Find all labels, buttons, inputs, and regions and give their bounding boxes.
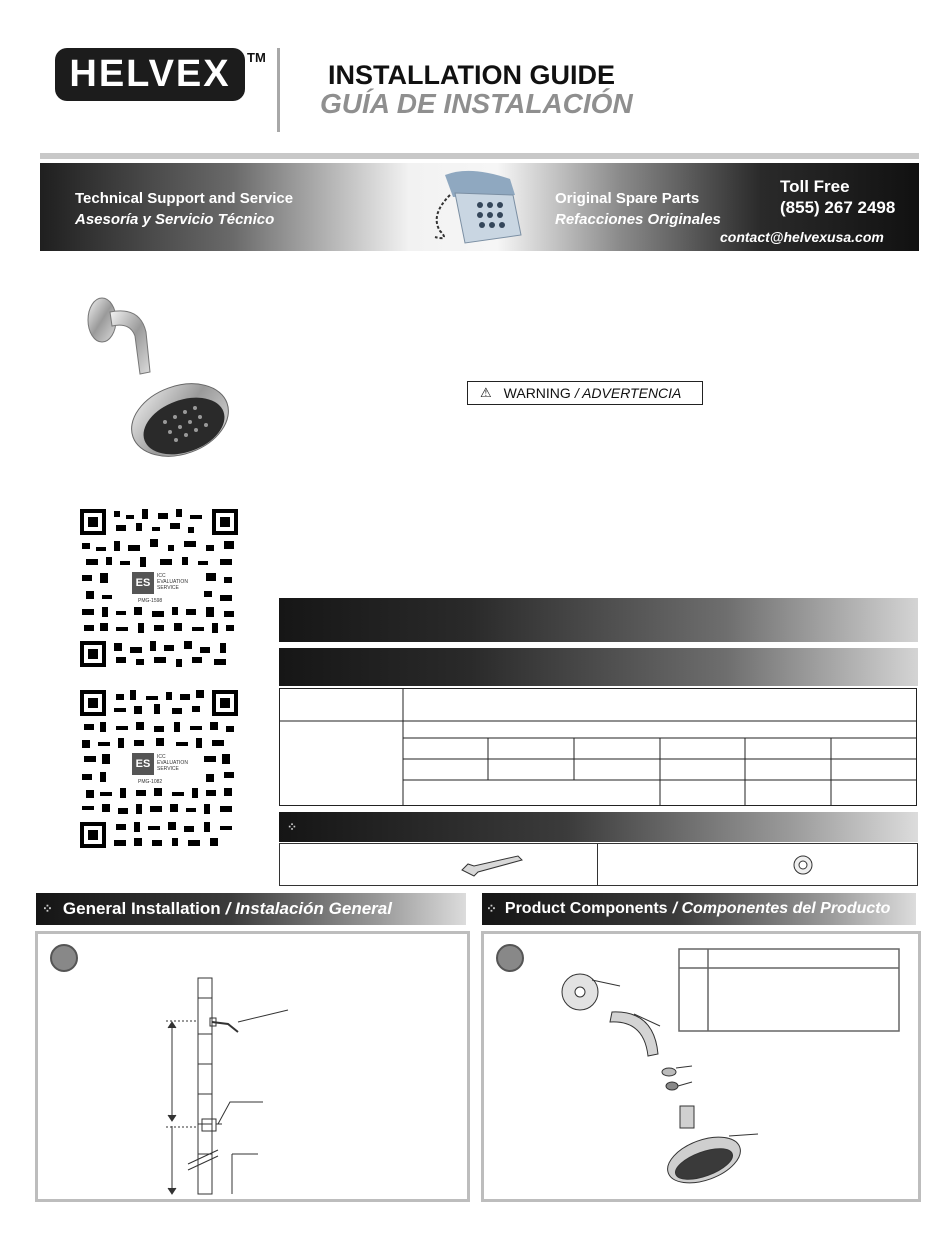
qr-code-2[interactable] [80,690,238,848]
support-heading-en: Technical Support and Service [75,190,294,207]
step-number-circle [50,944,78,972]
product-components-header [482,893,916,925]
tools-header-bar [279,812,918,842]
tool-cell-tape [597,843,918,886]
section-title-es: / Componentes del Producto [672,900,891,917]
parts-heading-es: Refacciones Originales [555,211,721,228]
helvex-logo [55,48,245,101]
icc-es-label: ICC EVALUATION SERVICE [157,754,188,772]
header-divider [277,48,280,132]
page-title-english: INSTALLATION GUIDE [328,60,615,90]
warning-box [467,381,703,405]
sealing-tape-icon [791,852,817,878]
shower-head-image [80,292,230,460]
qr-code-id: PMG-1082 [138,779,163,785]
section-title-en: Product Components [504,900,668,917]
exploded-components-diagram [544,964,764,1194]
parts-heading-en: Original Spare Parts [555,190,700,207]
warning-label-en: WARNING [503,385,571,401]
phone-number: (855) 267 2498 [780,198,896,217]
general-installation-header [36,893,466,925]
support-heading-es: Asesoría y Servicio Técnico [75,211,275,228]
telephone-icon [415,165,525,249]
contact-email[interactable]: contact@helvexusa.com [720,229,884,245]
page-title-spanish: GUÍA DE INSTALACIÓN [320,88,633,119]
wall-installation-diagram [158,974,458,1198]
qr-code-1[interactable] [80,509,238,667]
section-title-es: / Instalación General [225,899,392,918]
installation-diagram-panel [35,931,470,1202]
wrench-icon [458,852,528,878]
product-components-panel [481,931,921,1202]
step-number-circle [496,944,524,972]
spec-subheader-bar [279,648,918,686]
qr-code-id: PMG-1598 [138,598,163,604]
icc-es-badge: ES [132,572,154,594]
logo-text: HELVEX [69,53,231,95]
section-title-en: General Installation [62,899,221,918]
spec-table-grid [279,688,917,806]
bullet-arrow-icon: ⁘ [486,901,497,916]
warning-label-es: / ADVERTENCIA [574,385,682,401]
top-rule [40,153,919,159]
icc-es-label: ICC EVALUATION SERVICE [157,573,188,591]
toll-free-label: Toll Free [780,177,850,196]
icc-es-badge: ES [132,753,154,775]
tool-cell-wrench [279,843,599,886]
warning-icon: ⚠ [480,385,492,400]
spec-header-bar [279,598,918,642]
bullet-arrow-icon: ⁘ [287,820,298,834]
specification-table [279,688,917,806]
trademark-mark: TM [247,50,266,65]
bullet-arrow-icon: ⁘ [42,901,53,916]
